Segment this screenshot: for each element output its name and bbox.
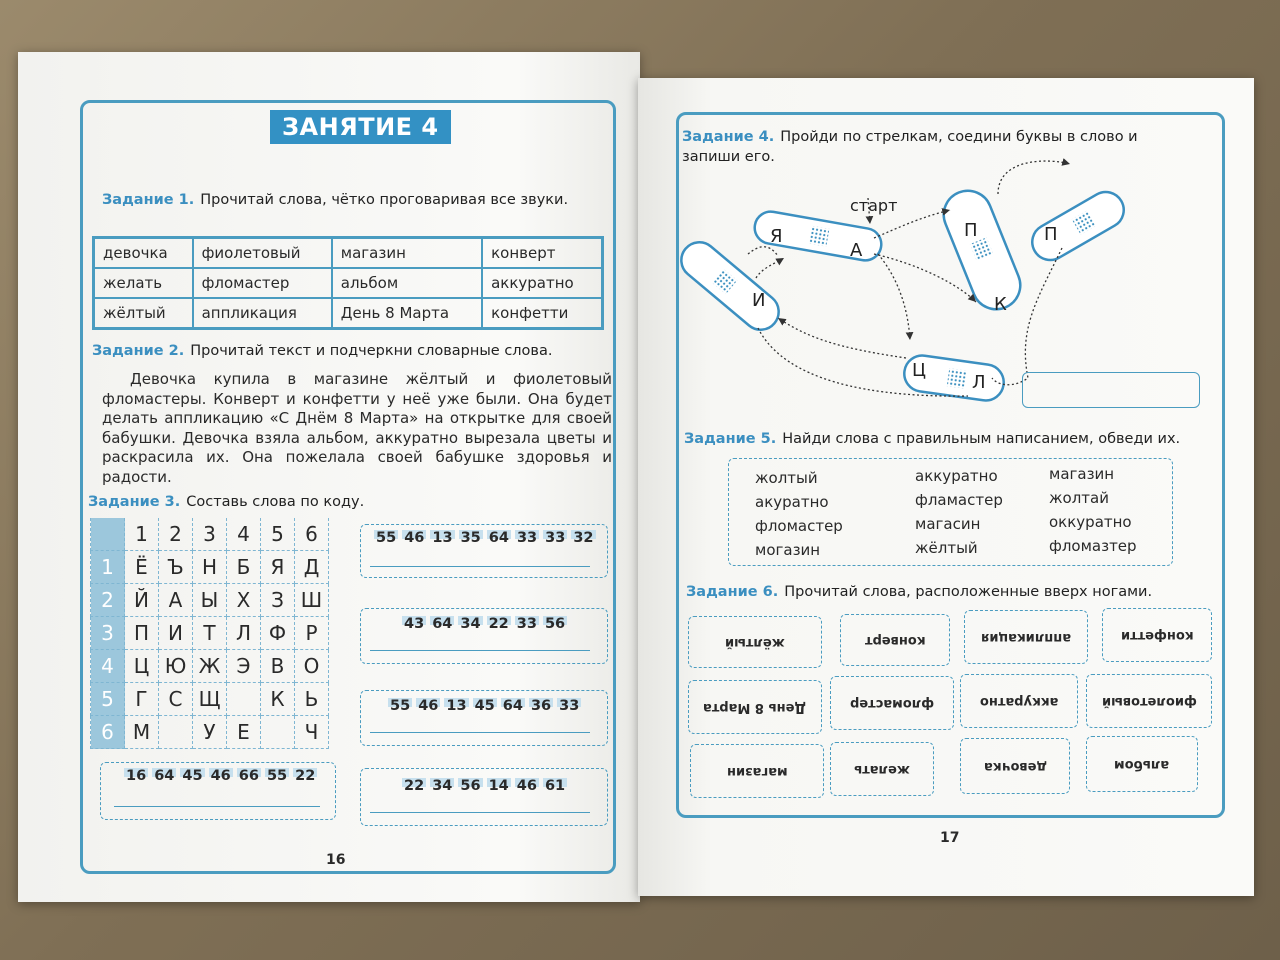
code-number: 64 <box>488 530 509 546</box>
answer-line[interactable] <box>370 732 590 733</box>
right-page <box>638 78 1254 896</box>
word-option[interactable]: фломастер <box>755 517 843 535</box>
word-option[interactable]: магасин <box>915 515 981 533</box>
letter-k: К <box>994 294 1007 315</box>
grid-cell: В <box>261 650 295 683</box>
grid-row <box>91 650 329 683</box>
upside-down-card <box>688 680 822 734</box>
grid-cell: М <box>125 716 159 749</box>
task5-words-box <box>728 458 1173 566</box>
task2-paragraph: Девочка купила в магазине жёлтый и фиолетовый фломастеры. Конверт и конфетти у неё уже были. Она будет делать аппликацию «С Днём 8 Марта» на открытке для своей бабушки. Девочка взяла альбом, аккуратно вырезала цветы и раскрасила их. Она пожелала своей бабушке здоровья и радости. <box>102 370 612 486</box>
card-word: конверт <box>864 632 926 648</box>
letter-ya: Я <box>770 226 783 247</box>
word-option[interactable]: оккуратно <box>1049 513 1132 531</box>
code-number: 33 <box>545 530 566 546</box>
left-page-frame <box>80 100 616 874</box>
code-number: 45 <box>182 768 203 784</box>
task4-text-line2: запиши его. <box>682 149 775 165</box>
code-grid <box>90 518 329 749</box>
table-cell: магазин <box>332 238 482 269</box>
code-number: 22 <box>488 616 509 632</box>
word-option[interactable]: фламастер <box>915 491 1003 509</box>
grid-cell: Ш <box>295 584 329 617</box>
table-cell: желать <box>94 268 193 298</box>
task2-label: Задание 2. <box>92 343 185 359</box>
code-number: 46 <box>210 768 231 784</box>
grid-col-header: 6 <box>295 518 329 551</box>
grid-cell: У <box>193 716 227 749</box>
grid-cell: Ю <box>159 650 193 683</box>
code-number: 55 <box>390 698 411 714</box>
upside-down-card <box>1086 736 1198 792</box>
card-word: конфетти <box>1120 627 1194 643</box>
table-row <box>94 238 603 269</box>
code-sequence-5 <box>124 768 321 784</box>
upside-down-card <box>830 742 934 796</box>
code-number: 45 <box>474 698 495 714</box>
grid-row <box>91 551 329 584</box>
code-number: 13 <box>446 698 467 714</box>
card-word: альбом <box>1114 756 1170 772</box>
grid-cell: Д <box>295 551 329 584</box>
table-cell: фиолетовый <box>193 238 332 269</box>
code-sequence-2 <box>402 616 571 632</box>
code-number: 33 <box>559 698 580 714</box>
grid-row-header: 2 <box>91 584 125 617</box>
left-page <box>18 52 640 902</box>
letter-l: Л <box>972 372 986 393</box>
code-number: 61 <box>544 778 566 794</box>
answer-line[interactable] <box>370 812 590 813</box>
grid-cell: Щ <box>193 683 227 716</box>
upside-down-card <box>1102 608 1212 662</box>
grid-cell <box>261 716 295 749</box>
letter-p2: П <box>1044 224 1058 245</box>
card-word: желать <box>854 761 910 777</box>
page-number-left: 16 <box>326 852 346 868</box>
grid-cell: Б <box>227 551 261 584</box>
task6-label: Задание 6. <box>686 584 779 600</box>
grid-row-header: 5 <box>91 683 125 716</box>
task1-word-table <box>92 236 604 330</box>
word-option[interactable]: могазин <box>755 541 821 559</box>
grid-cell: Ч <box>295 716 329 749</box>
grid-cell: Й <box>125 584 159 617</box>
code-number: 64 <box>502 698 523 714</box>
table-cell: конфетти <box>482 298 602 329</box>
grid-corner <box>91 518 125 551</box>
code-sequence-3 <box>388 698 585 714</box>
word-option[interactable]: акуратно <box>755 493 829 511</box>
grid-cell: Ц <box>125 650 159 683</box>
code-sequence-4 <box>402 778 571 794</box>
upside-down-card <box>840 614 950 666</box>
code-number: 33 <box>516 616 537 632</box>
code-number: 43 <box>404 616 425 632</box>
grid-cell: Р <box>295 617 329 650</box>
bandage-pk <box>937 184 1028 317</box>
grid-cell: Г <box>125 683 159 716</box>
upside-down-card <box>1086 674 1212 728</box>
answer-line[interactable] <box>114 806 320 807</box>
table-row <box>94 298 603 329</box>
upside-down-card <box>688 616 822 668</box>
task4-start-label: старт <box>850 196 898 215</box>
code-number: 56 <box>460 778 481 794</box>
answer-line[interactable] <box>370 566 590 567</box>
upside-down-card <box>964 610 1088 664</box>
task6-text: Прочитай слова, расположенные вверх ногами. <box>784 584 1153 600</box>
table-cell: жёлтый <box>94 298 193 329</box>
task3-label: Задание 3. <box>88 494 181 510</box>
code-number: 46 <box>404 530 425 546</box>
task5-text: Найди слова с правильным написанием, обведи их. <box>782 431 1181 447</box>
card-word: магазин <box>726 763 788 779</box>
grid-col-header: 4 <box>227 518 261 551</box>
code-number: 36 <box>530 698 552 714</box>
task6-heading <box>686 584 1152 600</box>
grid-cell: Э <box>227 650 261 683</box>
card-word: фиолетовый <box>1101 693 1197 709</box>
grid-cell: З <box>261 584 295 617</box>
word-option[interactable]: жёлтый <box>915 539 978 557</box>
code-number: 22 <box>404 778 425 794</box>
code-number: 16 <box>126 768 147 784</box>
grid-row-header: 3 <box>91 617 125 650</box>
grid-row-header: 4 <box>91 650 125 683</box>
table-cell: фломастер <box>193 268 332 298</box>
letter-i: И <box>752 290 766 311</box>
table-cell: девочка <box>94 238 193 269</box>
code-number: 22 <box>295 768 316 784</box>
grid-row <box>91 617 329 650</box>
upside-down-card <box>830 676 954 730</box>
table-cell: День 8 Марта <box>332 298 482 329</box>
page-number-right: 17 <box>940 830 960 846</box>
letter-a: А <box>850 240 863 261</box>
grid-cell: О <box>295 650 329 683</box>
code-number: 46 <box>418 698 439 714</box>
grid-col-header: 3 <box>193 518 227 551</box>
table-cell: конверт <box>482 238 602 269</box>
table-row <box>94 268 603 298</box>
grid-cell: Ж <box>193 650 227 683</box>
card-word: День 8 Марта <box>703 699 807 715</box>
grid-cell: Ь <box>295 683 329 716</box>
code-number: 46 <box>516 778 537 794</box>
grid-row <box>91 584 329 617</box>
answer-line[interactable] <box>370 650 590 651</box>
grid-col-header: 1 <box>125 518 159 551</box>
grid-col-header: 2 <box>159 518 193 551</box>
letter-ts: Ц <box>912 360 926 381</box>
grid-cell: Ы <box>193 584 227 617</box>
code-number: 55 <box>376 530 397 546</box>
grid-cell: К <box>261 683 295 716</box>
grid-cell: Л <box>227 617 261 650</box>
code-number: 32 <box>573 530 594 546</box>
word-option[interactable]: фломазтер <box>1049 537 1137 555</box>
task2-heading <box>92 343 552 359</box>
task1-heading <box>102 192 568 208</box>
grid-cell: А <box>159 584 193 617</box>
grid-cell: Н <box>193 551 227 584</box>
code-number: 33 <box>516 530 538 546</box>
grid-cell: Я <box>261 551 295 584</box>
code-number: 64 <box>432 616 453 632</box>
grid-header-row <box>91 518 329 551</box>
word-option[interactable]: аккуратно <box>915 467 998 485</box>
task4-text: Пройди по стрелкам, соедини буквы в слово и <box>780 129 1138 145</box>
code-box-4 <box>360 768 608 826</box>
code-number: 64 <box>154 768 175 784</box>
grid-cell <box>159 716 193 749</box>
grid-cell: П <box>125 617 159 650</box>
task4-answer-box[interactable] <box>1022 372 1200 408</box>
grid-cell: Ф <box>261 617 295 650</box>
task2-text: Прочитай текст и подчеркни словарные слова. <box>190 343 553 359</box>
word-option[interactable]: магазин <box>1049 465 1115 483</box>
code-number: 13 <box>432 530 453 546</box>
code-number: 66 <box>238 768 259 784</box>
code-number: 56 <box>544 616 566 632</box>
code-number: 14 <box>488 778 509 794</box>
upside-down-card <box>690 744 824 798</box>
table-cell: альбом <box>332 268 482 298</box>
code-sequence-1 <box>374 530 600 546</box>
code-number: 34 <box>460 616 481 632</box>
card-word: жёлтый <box>725 634 785 650</box>
word-option[interactable]: жолтай <box>1049 489 1109 507</box>
grid-cell: Х <box>227 584 261 617</box>
grid-cell: Ъ <box>159 551 193 584</box>
card-word: девочка <box>983 758 1047 774</box>
grid-cell: С <box>159 683 193 716</box>
grid-cell: Т <box>193 617 227 650</box>
grid-row-header: 1 <box>91 551 125 584</box>
upside-down-card <box>960 674 1078 728</box>
bandage-p2 <box>1026 185 1131 266</box>
grid-row-header: 6 <box>91 716 125 749</box>
task5-heading <box>684 431 1180 447</box>
grid-row <box>91 716 329 749</box>
task3-text: Составь слова по коду. <box>186 494 365 510</box>
table-cell: аппликация <box>193 298 332 329</box>
bandage-i <box>674 235 786 337</box>
card-word: аккуратно <box>979 693 1059 709</box>
task5-label: Задание 5. <box>684 431 777 447</box>
upside-down-card <box>960 738 1070 794</box>
grid-cell: Ё <box>125 551 159 584</box>
grid-col-header: 5 <box>261 518 295 551</box>
letter-p: П <box>964 220 978 241</box>
task1-label: Задание 1. <box>102 192 195 208</box>
grid-cell: И <box>159 617 193 650</box>
card-word: аппликация <box>980 629 1072 645</box>
grid-row <box>91 683 329 716</box>
task4-label: Задание 4. <box>682 129 775 145</box>
lesson-title: ЗАНЯТИЕ 4 <box>270 110 451 144</box>
grid-cell <box>227 683 261 716</box>
code-number: 34 <box>432 778 453 794</box>
task3-heading <box>88 494 364 510</box>
code-number: 35 <box>460 530 481 546</box>
grid-cell: Е <box>227 716 261 749</box>
word-option[interactable]: жолтый <box>755 469 818 487</box>
card-word: фломастер <box>849 695 935 711</box>
code-number: 55 <box>266 768 288 784</box>
table-cell: аккуратно <box>482 268 602 298</box>
task1-text: Прочитай слова, чётко проговаривая все звуки. <box>200 192 569 208</box>
